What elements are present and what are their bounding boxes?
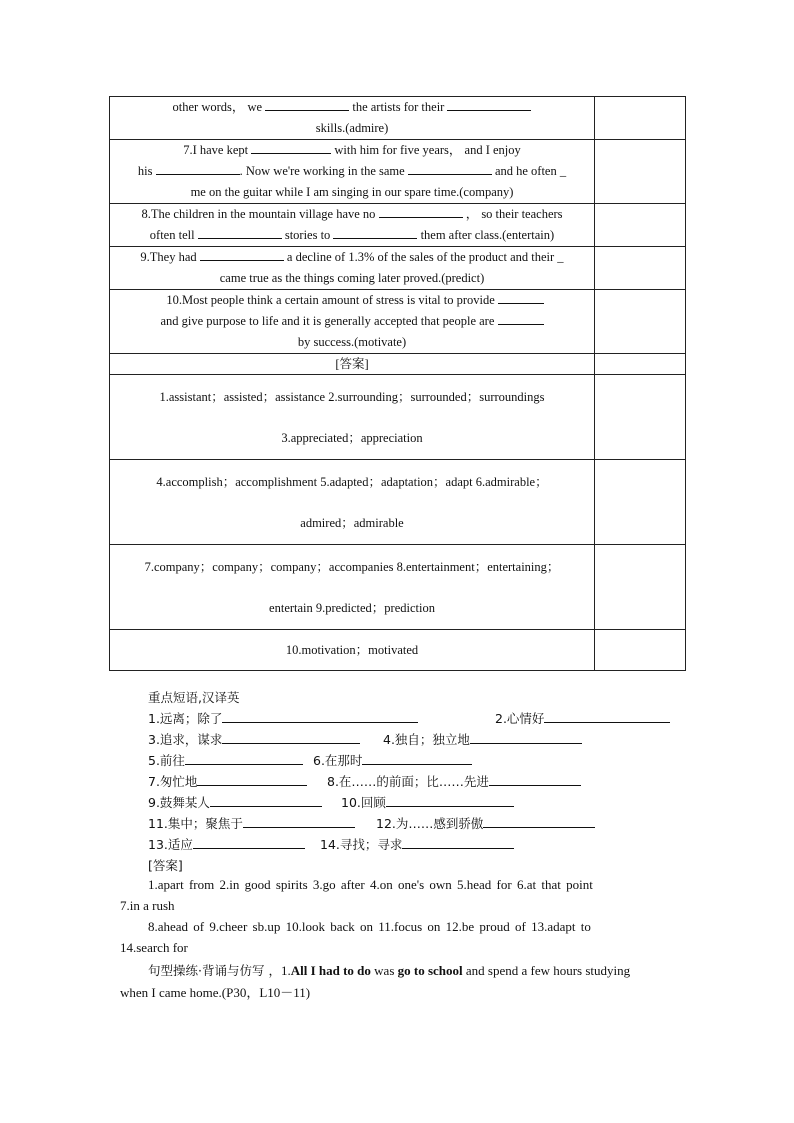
answer-blank[interactable] [489, 773, 581, 786]
answer-blank[interactable] [362, 752, 472, 765]
answer-blank[interactable] [193, 836, 305, 849]
bold-phrase: go to school [397, 963, 463, 978]
answer-blank[interactable] [222, 710, 418, 723]
answer-blank[interactable] [185, 752, 303, 765]
answer-blank[interactable] [222, 731, 360, 744]
answer-line: 7.in a rush [120, 898, 175, 913]
phrase-item: 13.适应 [148, 835, 305, 853]
phrase-item: 11.集中；聚焦于 [148, 814, 355, 832]
answer-line: 1.apart from 2.in good spirits 3.go after 4.on one's own 5.head for 6.at that point [148, 877, 593, 892]
table-row [110, 630, 686, 671]
phrase-item: 2.心情好 [495, 709, 670, 727]
answer-blank[interactable] [265, 98, 349, 111]
answer-blank[interactable] [544, 710, 670, 723]
answer-blank[interactable] [483, 815, 595, 828]
answer-blank[interactable] [198, 226, 282, 239]
question-cell: 7.I have kept with him for five years， and I enjoy his . Now we're working in the same and he often _ me on the guitar while I am singing in our spare time.(company) [110, 140, 595, 204]
phrase-item: 8.在……的前面；比……先进 [327, 772, 581, 790]
table-row [110, 97, 686, 140]
answer-blank[interactable] [251, 141, 331, 154]
question-cell: 10.Most people think a certain amount of stress is vital to provide and give purpose to life and it is generally accepted that people are by success.(motivate) [110, 290, 595, 354]
side-cell [595, 204, 686, 247]
phrase-item: 9.鼓舞某人 [148, 793, 322, 811]
answer-blank[interactable] [379, 205, 463, 218]
table-row [110, 140, 686, 204]
question-cell: 8.The children in the mountain village have no ， so their teachers often tell stories to them after class.(entertain) [110, 204, 595, 247]
side-cell [595, 375, 686, 460]
table-row [110, 460, 686, 545]
phrase-item: 14.寻找；寻求 [320, 835, 514, 853]
answer-blank[interactable] [408, 162, 492, 175]
phrase-item: 4.独自；独立地 [383, 730, 582, 748]
answer-blank[interactable] [210, 794, 322, 807]
phrase-item: 3.追求，谋求 [148, 730, 360, 748]
side-cell [595, 140, 686, 204]
phrase-item: 6.在那时 [313, 751, 472, 769]
side-cell [595, 247, 686, 290]
answer-blank[interactable] [200, 248, 284, 261]
answer-cell: 4.accomplish；accomplishment 5.adapted；adaptation；adapt 6.admirable； admired；admirable [110, 460, 595, 545]
bold-phrase: All I had to do [290, 963, 371, 978]
answer-line: 8.ahead of 9.cheer sb.up 10.look back on 11.focus on 12.be proud of 13.adapt to [148, 919, 591, 934]
answer-header-cell: [答案] [110, 354, 595, 375]
answer-line: 14.search for [120, 940, 188, 955]
sentence-line: when I came home.(P30，L10－11) [120, 985, 311, 1000]
answer-cell: 1.assistant；assisted；assistance 2.surrounding；surrounded；surroundings 3.appreciated；appreciation [110, 375, 595, 460]
phrase-item: 1.远离；除了 [148, 709, 418, 727]
side-cell [595, 460, 686, 545]
answer-cell: 7.company；company；company；accompanies 8.entertainment；entertaining； entertain 9.predicted；prediction [110, 545, 595, 630]
table-row [110, 204, 686, 247]
answer-blank[interactable] [470, 731, 582, 744]
answer-blank[interactable] [447, 98, 531, 111]
table-row [110, 354, 686, 375]
side-cell [595, 97, 686, 140]
answer-blank[interactable] [197, 773, 307, 786]
phrase-item: 7.匆忙地 [148, 772, 307, 790]
answer-blank[interactable] [333, 226, 417, 239]
section-heading: 重点短语,汉译英 [148, 690, 240, 705]
answer-cell: 10.motivation；motivated [110, 630, 595, 671]
side-cell [595, 354, 686, 375]
phrase-item: 12.为……感到骄傲 [376, 814, 595, 832]
phrase-item: 5.前往 [148, 751, 303, 769]
question-cell: 9.They had a decline of 1.3% of the sales of the product and their _ came true as the things coming later proved.(predict) [110, 247, 595, 290]
answer-blank[interactable] [243, 815, 355, 828]
answer-blank[interactable] [498, 291, 544, 304]
table-row [110, 375, 686, 460]
question-cell: other words， we the artists for their skills.(admire) [110, 97, 595, 140]
sentence-line: 句型操练·背诵与仿写 ，1.All I had to do was go to school and spend a few hours studying [148, 963, 631, 978]
answer-blank[interactable] [402, 836, 514, 849]
answer-blank[interactable] [498, 312, 544, 325]
section-label: 句型操练·背诵与仿写 ， [148, 963, 281, 978]
table-row [110, 545, 686, 630]
answer-blank[interactable] [386, 794, 514, 807]
side-cell [595, 545, 686, 630]
answer-header: [答案] [148, 858, 183, 873]
side-cell [595, 630, 686, 671]
phrase-item: 10.回顾 [341, 793, 514, 811]
exercise-table [109, 96, 686, 671]
side-cell [595, 290, 686, 354]
answer-blank[interactable] [156, 162, 240, 175]
table-row [110, 247, 686, 290]
table-row [110, 290, 686, 354]
